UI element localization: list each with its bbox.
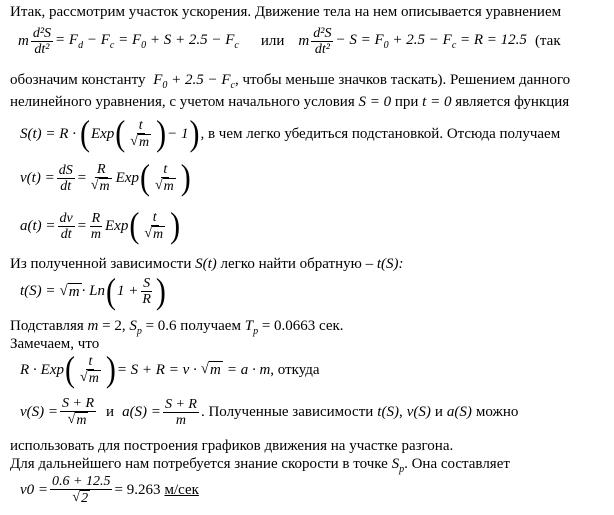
equation-v-of-t: v(t) = $\frac{dS}{dt}$ = R √ m Exp ( t √ m ) [20, 157, 191, 198]
text-line-7: Подставляя m = 2, $S_p = 0.6$ получаем $T_p = 0.0663$ сек. [10, 318, 344, 337]
equation-motion: m $\frac{\text{d²S}}{\text{dt²}}$ = $F_d - F_c = F_0 + S + 2.5 - F_c$ или m $\frac{\text{d²S}}{\text{dt²}}$ − $S = F_0 + 2.5 - F_c = R = 12.5$ (так [18, 26, 561, 57]
fraction-t-sqrtm: t √ m [130, 118, 150, 150]
equation-a-of-t: a(t) = $\frac{dv}{dt}$ = $\frac{R}{m}$ Exp ( t √ m ) [20, 205, 181, 246]
text-line-3: обозначим константу $F_0 + 2.5 - F_c$, чтобы меньше значков таскать). Решением данного [10, 72, 571, 91]
symbol-m: m [18, 33, 29, 49]
text-line-12: Для дальнейшего нам потребуется знание скорости в точке $S_p$. Она составляет [10, 456, 510, 475]
fraction-d2s-dt2: $\frac{\text{d²S}}{\text{dt²}}$ [32, 26, 52, 57]
equation-t-of-s: t(S) = √ m · Ln ( 1 + $\frac{S}{R}$ ) [20, 271, 166, 311]
text-or: или [260, 33, 285, 49]
text-line-8: Замечаем, что [10, 336, 100, 352]
text-line-4: нелинейного уравнения, с учетом начального условия S = 0 при t = 0 является функция [10, 94, 570, 110]
equation-v0: v0 = 0.6 + 12.5 √ 2 = 9.263 м/сек [20, 474, 199, 506]
text: (так [534, 33, 561, 49]
text: Итак, рассмотрим участок ускорения. Движение тела на нем описывается уравнением [10, 4, 562, 20]
equation-s-of-t: S(t) = R · ( Exp ( t √ m ) − 1 ) , в чем легко убедиться подстановкой. Отсюда получаем [20, 113, 561, 154]
equation-v-a-of-s: v(S) = S + R √ m и a(S) = $\frac{S + R}{m}$ . Полученные зависимости t(S) , v(S) и a(S) можно [20, 396, 519, 428]
text-line-11: использовать для построения графиков движения на участке разгона. [10, 438, 454, 454]
text-line-6: Из полученной зависимости S(t) легко найти обратную – t(S): [10, 256, 404, 272]
fraction-d2s-dt2-b: $\frac{\text{d²S}}{\text{dt²}}$ [313, 26, 332, 57]
equation-identity: R · Exp ( t √ m ) = S + R = v · √ m = a · m , откуда [20, 349, 320, 390]
text-line-1 [10, 4, 561, 21]
